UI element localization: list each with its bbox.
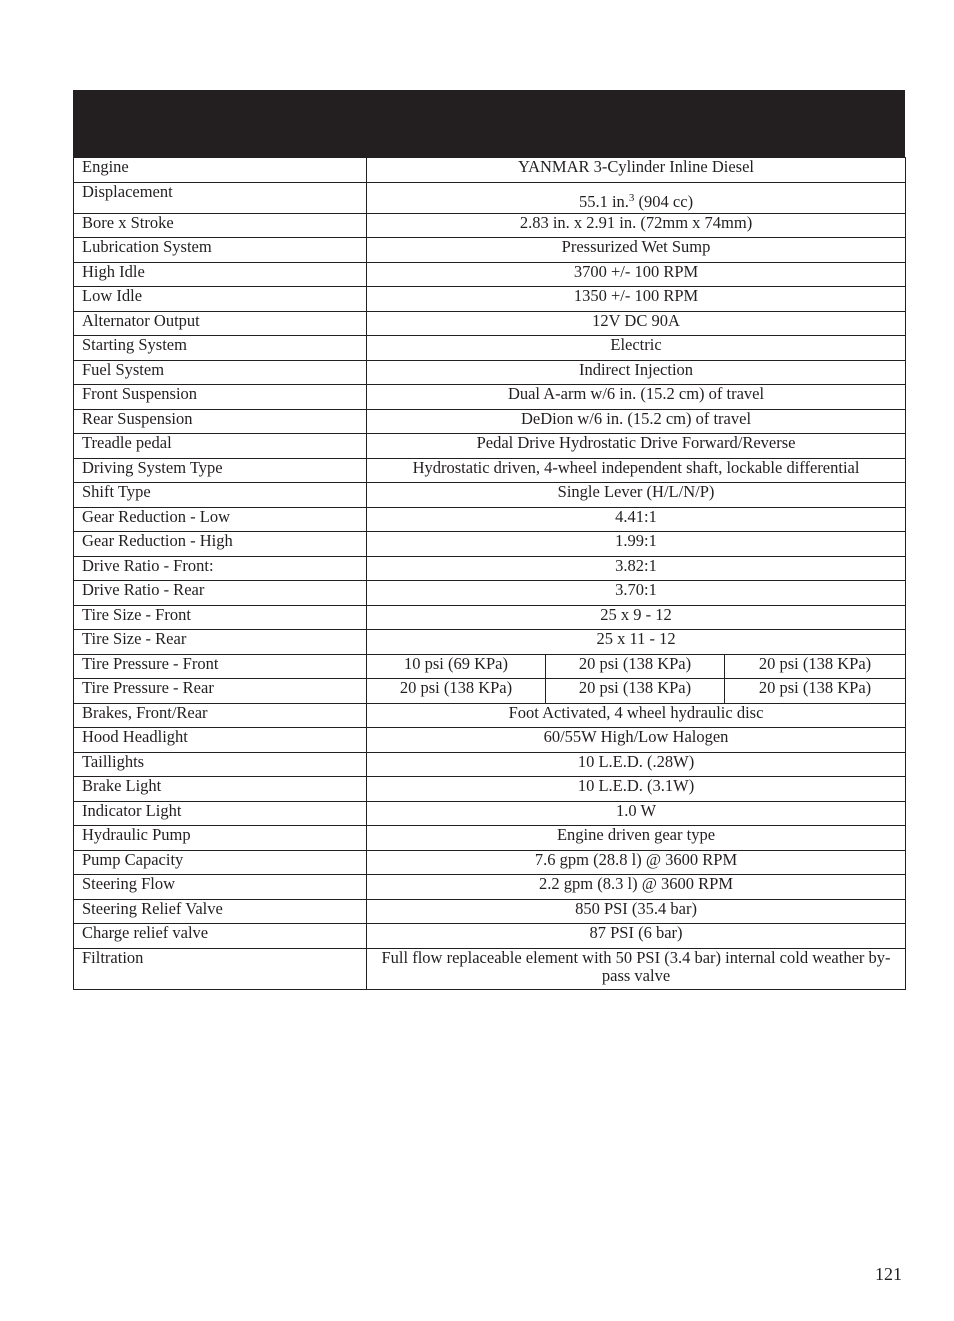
row-label: Hydraulic Pump [74,826,367,851]
table-row [74,777,906,802]
table-row [74,507,906,532]
row-value: 20 psi (138 KPa) [546,679,725,704]
table-row [74,605,906,630]
row-value: Pedal Drive Hydrostatic Drive Forward/Reverse [367,434,906,459]
row-value: 1.99:1 [367,532,906,557]
row-value: 20 psi (138 KPa) [725,679,906,704]
table-row [74,483,906,508]
table-row [74,409,906,434]
table-row [74,213,906,238]
row-value [367,182,906,213]
row-value: Pressurized Wet Sump [367,238,906,263]
row-value: 10 psi (69 KPa) [367,654,546,679]
table-row [74,728,906,753]
table-row [74,752,906,777]
row-label: Brake Light [74,777,367,802]
table-row [74,458,906,483]
row-label: Tire Size - Front [74,605,367,630]
row-value: Indirect Injection [367,360,906,385]
row-label: Starting System [74,336,367,361]
table-row [74,556,906,581]
row-label: Gear Reduction - High [74,532,367,557]
row-label: Brakes, Front/Rear [74,703,367,728]
row-value: Electric [367,336,906,361]
row-value: 25 x 9 - 12 [367,605,906,630]
displacement-value: 55.1 in. [578,191,629,211]
table-row [74,679,906,704]
row-label: Tire Pressure - Front [74,654,367,679]
row-value: Full flow replaceable element with 50 PSI (3.4 bar) internal cold weather by-pass valve [367,948,906,989]
row-label: Low Idle [74,287,367,312]
row-label: Lubrication System [74,238,367,263]
table-row [74,924,906,949]
row-label: Pump Capacity [74,850,367,875]
table-row [74,287,906,312]
row-value: Single Lever (H/L/N/P) [367,483,906,508]
row-label: Driving System Type [74,458,367,483]
table-row [74,532,906,557]
row-label: Front Suspension [74,385,367,410]
table-row [74,654,906,679]
table-row [74,875,906,900]
row-label: Drive Ratio - Front: [74,556,367,581]
table-row [74,434,906,459]
row-value: 60/55W High/Low Halogen [367,728,906,753]
table-row [74,899,906,924]
row-label: Gear Reduction - Low [74,507,367,532]
superscript-exponent: 3 [628,191,635,204]
row-value: 3.82:1 [367,556,906,581]
row-label: Fuel System [74,360,367,385]
table-row [74,311,906,336]
row-value: YANMAR 3-Cylinder Inline Diesel [367,158,906,183]
table-row [74,360,906,385]
table-row [74,336,906,361]
row-value: 87 PSI (6 bar) [367,924,906,949]
row-label: Drive Ratio - Rear [74,581,367,606]
row-label: Rear Suspension [74,409,367,434]
row-value: 10 L.E.D. (3.1W) [367,777,906,802]
displacement-metric: (904 cc) [634,191,694,211]
row-value: 2.2 gpm (8.3 l) @ 3600 RPM [367,875,906,900]
row-label: Bore x Stroke [74,213,367,238]
row-label: Hood Headlight [74,728,367,753]
table-row [74,238,906,263]
table-row [74,262,906,287]
row-label: Filtration [74,948,367,989]
row-value: Dual A-arm w/6 in. (15.2 cm) of travel [367,385,906,410]
row-value: 10 L.E.D. (.28W) [367,752,906,777]
row-value: 7.6 gpm (28.8 l) @ 3600 RPM [367,850,906,875]
page-number: 121 [875,1264,902,1284]
table-row [74,581,906,606]
table-row [74,801,906,826]
row-label: Taillights [74,752,367,777]
row-label: Indicator Light [74,801,367,826]
row-label: Steering Relief Valve [74,899,367,924]
row-value: Foot Activated, 4 wheel hydraulic disc [367,703,906,728]
row-value: 2.83 in. x 2.91 in. (72mm x 74mm) [367,213,906,238]
table-row [74,158,906,183]
row-value: 12V DC 90A [367,311,906,336]
row-label: Alternator Output [74,311,367,336]
row-value: 4.41:1 [367,507,906,532]
row-value: 20 psi (138 KPa) [546,654,725,679]
row-value: Engine driven gear type [367,826,906,851]
row-label: Steering Flow [74,875,367,900]
table-row [74,948,906,989]
row-value: DeDion w/6 in. (15.2 cm) of travel [367,409,906,434]
row-label: Treadle pedal [74,434,367,459]
row-value: 25 x 11 - 12 [367,630,906,655]
row-value: 1.0 W [367,801,906,826]
table-row [74,385,906,410]
row-label: Charge relief valve [74,924,367,949]
row-label: Displacement [74,182,367,213]
table-row [74,850,906,875]
row-label: Engine [74,158,367,183]
row-value: 3700 +/- 100 RPM [367,262,906,287]
row-value: 1350 +/- 100 RPM [367,287,906,312]
specifications-table [73,157,906,990]
row-value: 20 psi (138 KPa) [367,679,546,704]
row-label: Tire Pressure - Rear [74,679,367,704]
row-value: Hydrostatic driven, 4-wheel independent shaft, lockable differential [367,458,906,483]
table-header-bar [73,90,905,157]
row-value: 20 psi (138 KPa) [725,654,906,679]
row-label: High Idle [74,262,367,287]
row-label: Shift Type [74,483,367,508]
table-row [74,630,906,655]
row-value: 850 PSI (35.4 bar) [367,899,906,924]
row-label: Tire Size - Rear [74,630,367,655]
table-row [74,182,906,213]
row-value: 3.70:1 [367,581,906,606]
table-row [74,826,906,851]
table-row [74,703,906,728]
